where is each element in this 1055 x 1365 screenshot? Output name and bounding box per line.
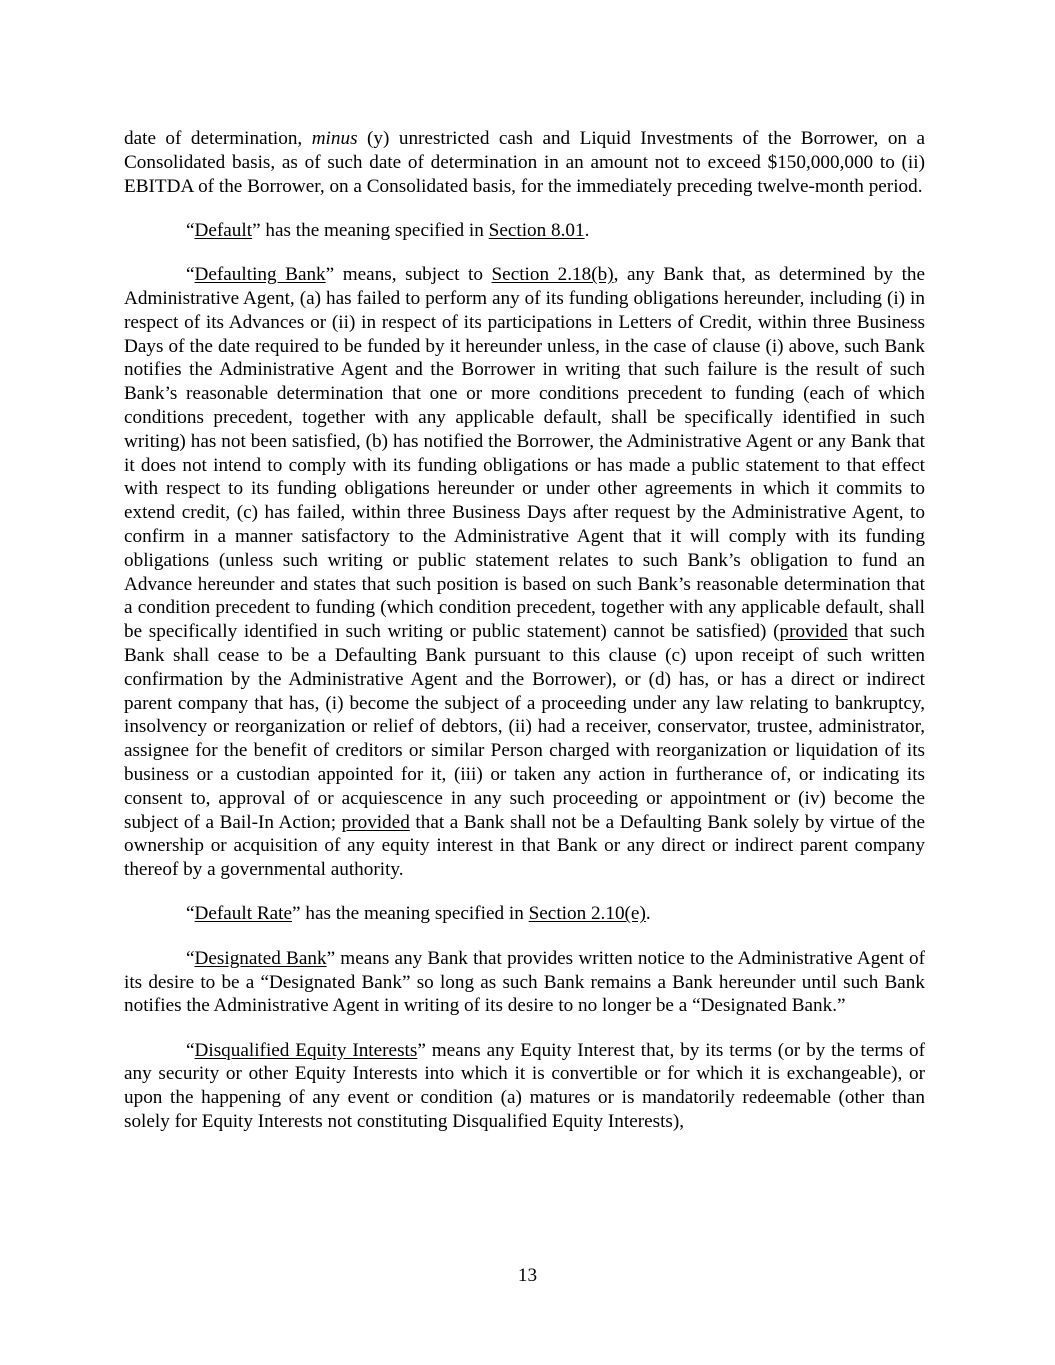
definition-disqualified-equity-interests [124,1039,925,1134]
provided-term: provided [779,621,848,643]
page-number: 13 [517,1265,538,1286]
text-run: , any Bank that, as determined by the Administrative Agent, (a) has failed to perform any of its funding obligations hereunder, including (i) in respect of its Advances or (ii) in respect of its participations in Letters of Credit, within three Business Days of the date required to be funded by it hereunder unless, in the case of clause (i) above, such Bank notifies the Administrative Agent and the Borrower in writing that such failure is the result of such Bank’s reasonable determination that one or more conditions precedent to funding (each of which conditions precedent, together with any applicable default, shall be specifically identified in such writing) has not been satisfied, (b) has notified the Borrower, the Administrative Agent or any Bank that it does not intend to comply with its funding obligations or has made a public statement to that effect with respect to its funding obligations hereunder or under other agreements in which it commits to extend credit, (c) has failed, within three Business Days after request by the Administrative Agent, to confirm in a manner satisfactory to the Administrative Agent that it will comply with its funding obligations (unless such writing or public statement relates to such Bank’s obligation to fund an Advance hereunder and states that such position is based on such Bank’s reasonable determination that a condition precedent to funding (which condition precedent, together with any applicable default, shall be specifically identified in such writing or public statement) cannot be satisfied) ( [124,264,926,643]
definition-designated-bank [124,947,925,1018]
text-run: ” means any Bank that provides written notice to the Administrative Agent of its desire to be a “Designated Bank” so long as such Bank remains a Bank hereunder until such Bank notifies the Administrative Agent in writing of its desire to no longer be a “Designated Bank.” [124,947,925,1017]
defined-term: Disqualified Equity Interests [194,1039,418,1061]
definition-default-rate [124,902,925,926]
text-run: (y) unrestricted cash and Liquid Investments of the Borrower, on a Consolidated basis, as of such date of determination in an amount not to exceed $150,000,000 to (ii) EBITDA of the Borrower, on a Consolidated basis, for the immediately preceding twelve-month period. [124,128,925,197]
section-reference: Section 2.10(e) [528,903,646,925]
italic-text-run: minus [311,128,358,149]
text-run: that such Bank shall cease to be a Defaulting Bank pursuant to this clause (c) upon receipt of such written confirmation by the Administrative Agent and the Borrower), or (d) has, or has a direct or indirect parent company that has, (i) become the subject of a proceeding under any law relating to bankruptcy, insolvency or reorganization or relief of debtors, (ii) had a receiver, conservator, trustee, administrator, assignee for the benefit of creditors or similar Person charged with reorganization or liquidation of its business or a custodian appointed for it, (iii) or taken any action in furtherance of, or indicating its consent to, approval of or acquiescence in any such proceeding or appointment or (iv) become the subject of a Bail-In Action; [124,621,925,833]
definition-default [124,219,925,243]
text-run: . [584,219,590,241]
defined-term: Designated Bank [194,947,327,969]
text-run: “ [186,219,195,241]
text-run: “ [186,903,195,925]
text-run: “ [186,1039,195,1061]
document-body [124,127,925,1154]
section-reference: Section 8.01 [488,219,585,241]
paragraph-ebitda-continuation [124,127,925,198]
text-run: ” means, subject to [325,264,492,286]
defined-term: Default [194,219,253,241]
text-run: that a Bank shall not be a Defaulting Bank solely by virtue of the ownership or acquisition of any equity interest in that Bank or any direct or indirect parent company thereof by a governmental authority. [124,811,925,881]
text-run: “ [186,947,195,969]
text-run: ” has the meaning specified in [292,903,529,925]
defined-term: Defaulting Bank [194,264,326,286]
definition-defaulting-bank [124,263,925,882]
text-run: ” has the meaning specified in [252,219,489,241]
provided-term: provided [341,811,410,833]
text-run: date of determination, [124,128,312,149]
defined-term: Default Rate [194,903,293,925]
text-run: . [645,903,651,925]
text-run: ” means any Equity Interest that, by its terms (or by the terms of any security or other Equity Interests into which it is convertible or for which it is exchangeable), or upon the happening of any event or condition (a) matures or is mandatorily redeemable (other than solely for Equity Interests not constituting Disqualified Equity Interests), [124,1039,925,1132]
text-run: “ [186,264,195,286]
section-reference: Section 2.18(b) [491,264,614,286]
